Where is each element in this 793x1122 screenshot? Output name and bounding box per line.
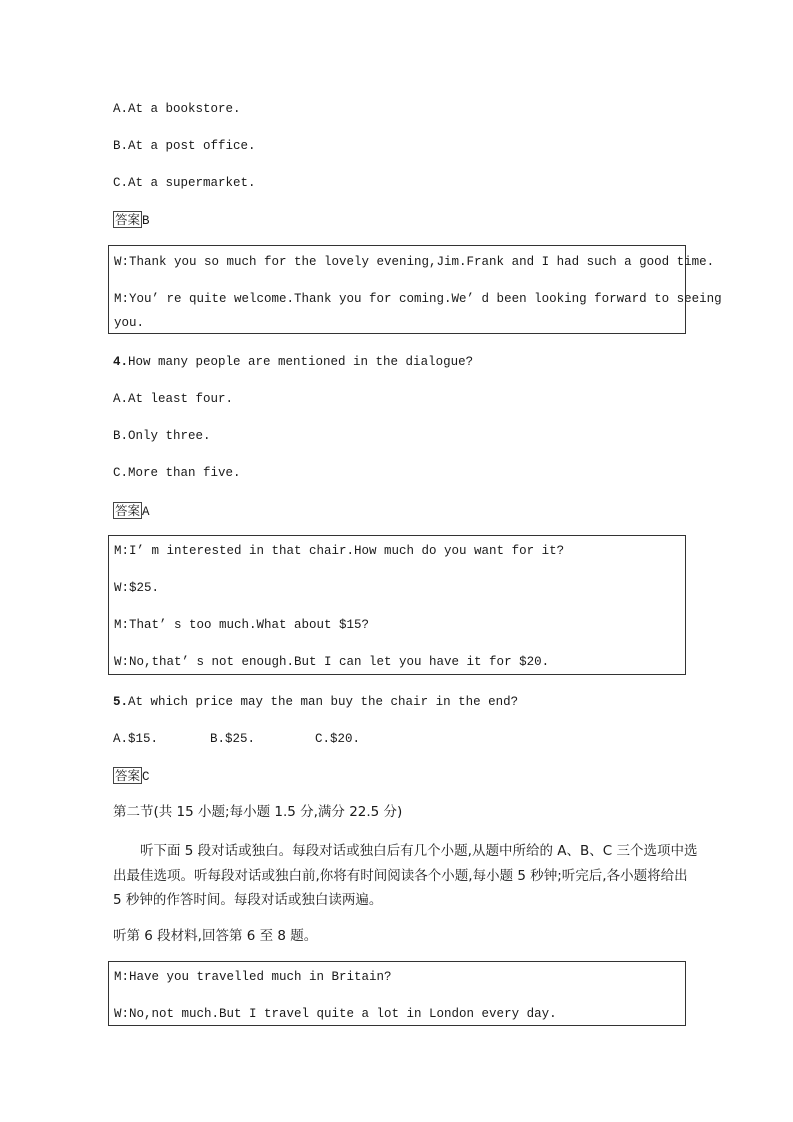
q5-option-a: A.$15. [113,732,159,746]
answer-value: B [142,214,150,228]
material-intro: 听第 6 段材料,回答第 6 至 8 题。 [113,928,318,944]
answer-tag: 答案 [115,212,141,227]
transcript-line: W:$25. [114,581,160,595]
transcript-line: M:I’ m interested in that chair.How much do you want for it? [114,544,565,558]
transcript-line: you. [114,316,145,330]
transcript-line: M:Have you travelled much in Britain? [114,970,392,984]
question-number: 5. [113,695,129,709]
answer-tag: 答案 [115,768,141,783]
transcript-box-q5 [108,535,686,675]
answer-value: A [142,505,150,519]
q5-option-b: B.$25. [210,732,256,746]
q5-question [113,694,518,710]
q4-option-c: C.More than five. [113,466,241,480]
transcript-box-material6 [108,961,686,1026]
q5-options [113,731,360,747]
transcript-line: W:No,that’ s not enough.But I can let you have it for $20. [114,655,550,669]
answer-tag: 答案 [115,503,141,518]
transcript-line: W:No,not much.But I travel quite a lot in London every day. [114,1007,557,1021]
q5-option-c: C.$20. [315,732,361,746]
q4-answer [113,502,150,520]
q4-option-b: B.Only three. [113,429,211,443]
q3-option-a: A.At a bookstore. [113,102,241,116]
section-instructions: 听下面 5 段对话或独白。每段对话或独白后有几个小题,从题中所给的 A、B、C 三个选项中选出最佳选项。听每段对话或独白前,你将有时间阅读各个小题,每小题 5 秒钟;听完后,各小题将给出 5 秒钟的作答时间。每段对话或独白读两遍。 [113,843,698,908]
question-number: 4. [113,355,129,369]
transcript-line: M:You’ re quite welcome.Thank you for coming.We’ d been looking forward to seeing [114,292,722,306]
transcript-box-q4 [108,245,722,334]
q5-answer [113,767,150,785]
question-text: How many people are mentioned in the dialogue? [128,355,474,369]
question-text: At which price may the man buy the chair in the end? [128,695,519,709]
q3-answer [113,211,150,229]
q4-question [113,354,473,370]
q3-option-b: B.At a post office. [113,139,256,153]
transcript-line: W:Thank you so much for the lovely evening,Jim.Frank and I had such a good time. [114,255,715,269]
q3-option-c: C.At a supermarket. [113,176,256,190]
transcript-line: M:That’ s too much.What about $15? [114,618,370,632]
q4-option-a: A.At least four. [113,392,234,406]
answer-value: C [142,770,150,784]
section-heading: 第二节(共 15 小题;每小题 1.5 分,满分 22.5 分) [113,804,403,820]
